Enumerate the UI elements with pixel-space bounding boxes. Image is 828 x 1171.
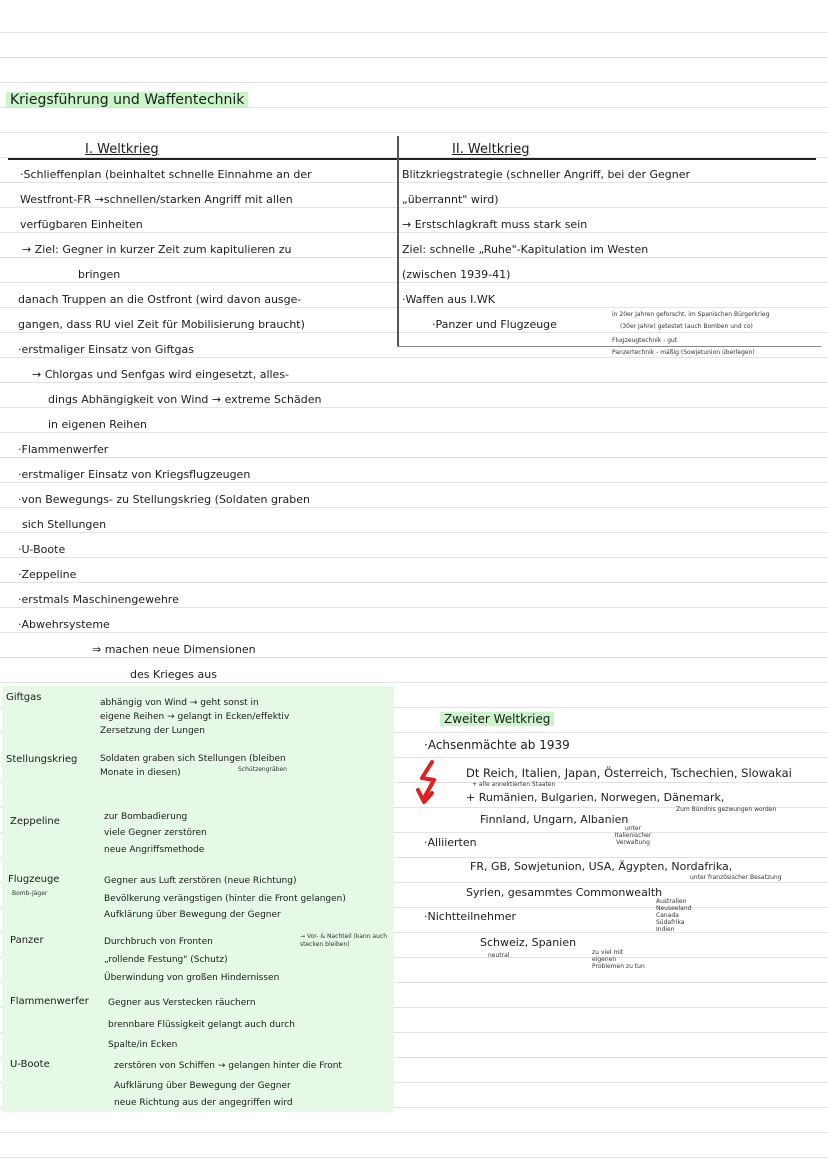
table-bottom-line (397, 346, 821, 347)
axis-line: Dt Reich, Italien, Japan, Österreich, Tschechien, Slowakai (466, 766, 792, 780)
ww1-line: ·U-Boote (18, 543, 66, 556)
axis-line: Finnland, Ungarn, Albanien (480, 813, 629, 826)
ww2-line: → Erstschlagkraft muss stark sein (402, 218, 588, 231)
weapon-note: → Vor- & Nachteil (kann auch stecken bleiben) (300, 933, 388, 948)
ww2-line: Blitzkriegstrategie (schneller Angriff, bei der Gegner (402, 168, 691, 181)
weapon-desc: Monate in diesen) (100, 768, 181, 778)
page-title: Kriegsführung und Waffentechnik (6, 92, 248, 108)
ww1-line: ·Flammenwerfer (18, 443, 109, 456)
neutral-note: neutral (488, 952, 510, 959)
weapon-name: Stellungskrieg (6, 754, 78, 765)
weapon-desc: Überwindung von großen Hindernissen (104, 973, 280, 983)
ww2-sides-heading: Zweiter Weltkrieg (440, 712, 554, 726)
ww1-line: sich Stellungen (22, 518, 107, 531)
ww2-heading: II. Weltkrieg (452, 142, 530, 157)
allies-line: Syrien, gesammtes Commonwealth (466, 886, 663, 899)
ww2-note: Flugzeugtechnik - gut (612, 337, 678, 344)
weapon-desc: Durchbruch von Fronten (104, 937, 213, 947)
weapon-desc: Zersetzung der Lungen (100, 726, 205, 736)
ww2-line: „überrannt" wird) (402, 193, 499, 206)
weapon-sub: Bomb-Jäger (12, 890, 48, 897)
ww1-line: ·Zeppeline (18, 568, 77, 581)
commonwealth-item: Neuseeland (656, 905, 692, 912)
weapon-desc: Gegner aus Luft zerstören (neue Richtung) (104, 876, 297, 886)
ww1-line: des Krieges aus (130, 668, 217, 681)
weapon-name: U-Boote (10, 1059, 50, 1070)
weapon-note: Schützengräben (238, 766, 287, 773)
commonwealth-item: Indien (656, 926, 675, 933)
weapon-name: Panzer (10, 935, 44, 946)
ww1-line: ·erstmaliger Einsatz von Kriegsflugzeugen (18, 468, 251, 481)
weapon-desc: „rollende Festung" (Schutz) (104, 955, 228, 965)
weapon-name: Zeppeline (10, 816, 60, 827)
weapon-name: Flammenwerfer (10, 996, 89, 1007)
ww2-line: Ziel: schnelle „Ruhe"-Kapitulation im Westen (402, 243, 649, 256)
weapon-desc: Bevölkerung verängstigen (hinter die Front gelangen) (104, 894, 346, 904)
axis-note: + alle annektierten Staaten (472, 781, 556, 788)
weapon-desc: neue Angriffsmethode (104, 845, 205, 855)
axis-note: Zum Bündnis gezwungen worden (676, 806, 777, 813)
weapon-desc: brennbare Flüssigkeit gelangt auch durch (108, 1020, 295, 1030)
allies-note: unter französischer Besatzung (690, 874, 782, 881)
ww2-note: Panzertechnik - mäßig (Sowjetunion überlegen) (612, 349, 755, 356)
ww1-line: ⇒ machen neue Dimensionen (92, 643, 256, 656)
commonwealth-item: Canada (656, 912, 679, 919)
weapon-desc: Aufklärung über Bewegung der Gegner (104, 910, 281, 920)
ww1-line: in eigenen Reihen (48, 418, 147, 431)
allies-line: FR, GB, Sowjetunion, USA, Ägypten, Nordafrika, (470, 860, 733, 873)
weapon-desc: abhängig von Wind → geht sonst in (100, 698, 259, 708)
weapon-desc: Gegner aus Verstecken räuchern (108, 998, 256, 1008)
ww1-line: ·Abwehrsysteme (18, 618, 110, 631)
weapon-desc: viele Gegner zerstören (104, 828, 207, 838)
axis-line: + Rumänien, Bulgarien, Norwegen, Dänemark, (466, 791, 725, 804)
neutral-label: ·Nichtteilnehmer (424, 910, 517, 923)
ww1-line: ·Schlieffenplan (beinhaltet schnelle Einnahme an der (20, 168, 312, 181)
axis-note: unter Italienischer Verwaltung (614, 825, 652, 846)
weapon-desc: Soldaten graben sich Stellungen (bleiben (100, 754, 286, 764)
weapon-desc: zur Bombadierung (104, 812, 188, 822)
ww2-line: ·Waffen aus I.WK (402, 293, 495, 306)
neutral-note: zu viel mit eigenen Problemen zu tun (592, 949, 645, 970)
commonwealth-item: Australien (656, 898, 687, 905)
table-top-line (8, 158, 816, 160)
ww1-line: danach Truppen an die Ostfront (wird davon ausge- (18, 293, 302, 306)
ww1-line: ·erstmaliger Einsatz von Giftgas (18, 343, 194, 356)
ww2-note: in 20er Jahren geforscht, im Spanischen Bürgerkrieg (612, 311, 770, 318)
ww1-heading: I. Weltkrieg (85, 142, 159, 157)
commonwealth-item: Südafrika (656, 919, 685, 926)
ww1-line: dings Abhängigkeit von Wind → extreme Schäden (48, 393, 322, 406)
ww1-line: → Ziel: Gegner in kurzer Zeit zum kapitulieren zu (22, 243, 292, 256)
ww2-line: (zwischen 1939-41) (402, 268, 511, 281)
weapon-desc: zerstören von Schiffen → gelangen hinter die Front (114, 1061, 342, 1071)
weapon-desc: Aufklärung über Bewegung der Gegner (114, 1081, 291, 1091)
ww1-line: verfügbaren Einheiten (20, 218, 143, 231)
weapon-desc: eigene Reihen → gelangt in Ecken/effektiv (100, 712, 290, 722)
ww1-line: bringen (78, 268, 121, 281)
weapon-name: Giftgas (6, 692, 42, 703)
ww2-note: (30er Jahre) getestet (auch Bomben und co) (620, 323, 753, 330)
red-arrow-icon (416, 760, 444, 806)
weapon-desc: neue Richtung aus der angegriffen wird (114, 1098, 293, 1108)
ww1-line: ·von Bewegungs- zu Stellungskrieg (Soldaten graben (18, 493, 310, 506)
axis-label: ·Achsenmächte ab 1939 (424, 738, 570, 752)
neutral-line: Schweiz, Spanien (480, 936, 577, 949)
table-divider (397, 136, 399, 346)
ww1-line: → Chlorgas und Senfgas wird eingesetzt, alles- (32, 368, 290, 381)
ww1-line: ·erstmals Maschinengewehre (18, 593, 179, 606)
ww1-line: gangen, dass RU viel Zeit für Mobilisierung braucht) (18, 318, 305, 331)
weapon-name: Flugzeuge (8, 874, 60, 885)
weapon-desc: Spalte/in Ecken (108, 1040, 178, 1050)
ww2-tanks-planes: ·Panzer und Flugzeuge (432, 318, 557, 331)
ww1-line: Westfront-FR →schnellen/starken Angriff mit allen (20, 193, 293, 206)
allies-label: ·Alliierten (424, 836, 477, 849)
